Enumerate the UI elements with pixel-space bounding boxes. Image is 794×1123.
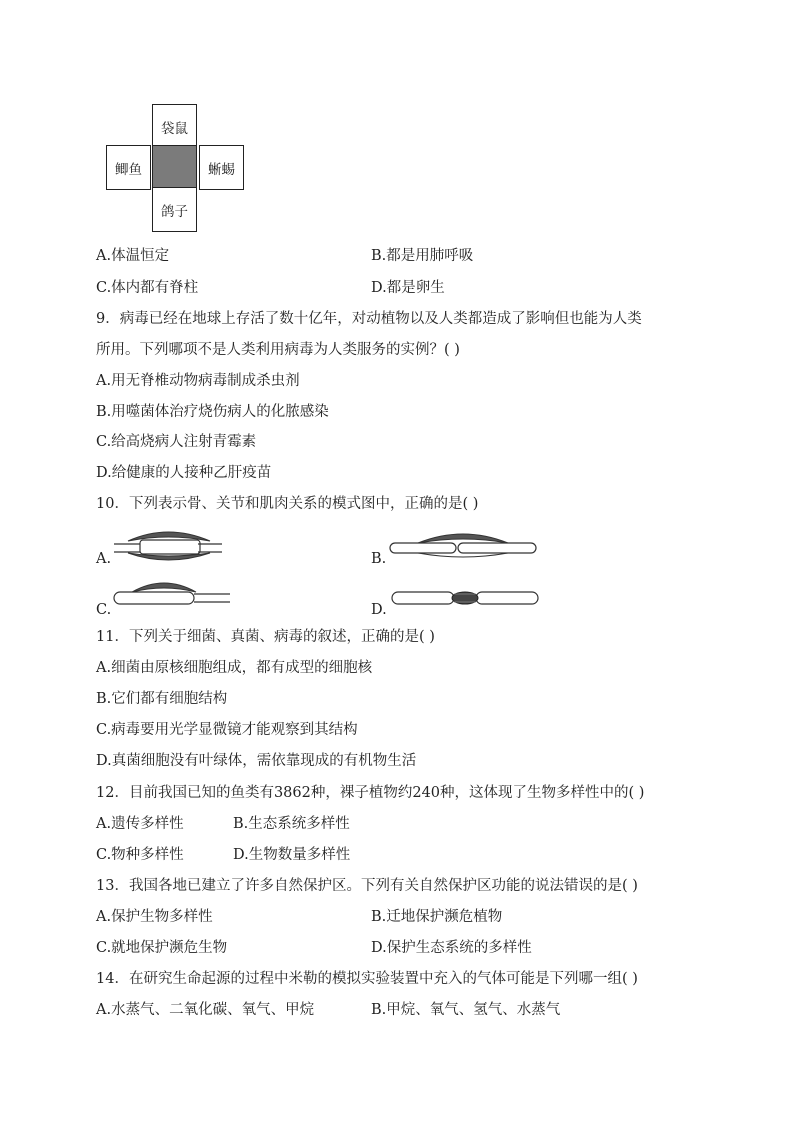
- q10-label-c: C.: [96, 602, 112, 618]
- q9-stem-line1: 9．病毒已经在地球上存活了数十亿年，对动植物以及人类都造成了影响但也能为人类: [96, 311, 642, 327]
- q11-option-d: D.真菌细胞没有叶绿体，需依靠现成的有机物生活: [96, 753, 417, 769]
- cell-left: 鲫鱼: [106, 145, 151, 190]
- q13-stem: 13．我国各地已建立了许多自然保护区。下列有关自然保护区功能的说法错误的是( ): [96, 878, 638, 894]
- q13-option-d: D.保护生态系统的多样性: [371, 940, 532, 956]
- q10-diagram-d: [390, 584, 540, 612]
- q9-option-d: D.给健康的人接种乙肝疫苗: [96, 465, 272, 481]
- q10-diagram-c: [112, 576, 232, 610]
- q8-option-d: D.都是卵生: [371, 280, 445, 296]
- q8-option-b: B.都是用肺呼吸: [371, 248, 474, 264]
- q11-stem: 11．下列关于细菌、真菌、病毒的叙述，正确的是( ): [96, 629, 435, 645]
- cell-top: 袋鼠: [152, 104, 197, 149]
- cell-bottom: 鸽子: [152, 187, 197, 232]
- q12-option-b: B.生态系统多样性: [233, 816, 350, 832]
- q12-option-d: D.生物数量多样性: [233, 847, 351, 863]
- q11-option-b: B.它们都有细胞结构: [96, 691, 228, 707]
- q14-stem: 14．在研究生命起源的过程中米勒的模拟实验装置中充入的气体可能是下列哪一组( ): [96, 971, 638, 987]
- q12-option-c: C.物种多样性: [96, 847, 184, 863]
- q8-option-a: A.体温恒定: [96, 248, 170, 264]
- q14-option-a: A.水蒸气、二氧化碳、氧气、甲烷: [96, 1002, 315, 1018]
- q10-label-a: A.: [96, 551, 112, 567]
- q10-label-d: D.: [371, 602, 387, 618]
- q10-label-b: B.: [371, 551, 387, 567]
- q9-option-a: A.用无脊椎动物病毒制成杀虫剂: [96, 373, 300, 389]
- q10-stem: 10．下列表示骨、关节和肌肉关系的模式图中，正确的是( ): [96, 496, 479, 512]
- q11-option-c: C.病毒要用光学显微镜才能观察到其结构: [96, 722, 358, 738]
- q12-option-a: A.遗传多样性: [96, 816, 184, 832]
- cell-right: 蜥蜴: [199, 145, 244, 190]
- q9-stem-line2: 所用。下列哪项不是人类利用病毒为人类服务的实例？( ): [96, 342, 460, 358]
- cell-center: [152, 145, 197, 190]
- q11-option-a: A.细菌由原核细胞组成，都有成型的细胞核: [96, 660, 373, 676]
- q14-option-b: B.甲烷、氧气、氢气、水蒸气: [371, 1002, 561, 1018]
- q8-option-c: C.体内都有脊柱: [96, 280, 199, 296]
- q13-option-a: A.保护生物多样性: [96, 909, 213, 925]
- q13-option-c: C.就地保护濒危生物: [96, 940, 228, 956]
- q12-stem: 12．目前我国已知的鱼类有3862种，裸子植物约240种，这体现了生物多样性中的( ): [96, 785, 645, 801]
- q9-option-b: B.用噬菌体治疗烧伤病人的化脓感染: [96, 404, 329, 420]
- q9-option-c: C.给高烧病人注射青霉素: [96, 434, 257, 450]
- q10-diagram-a: [112, 527, 224, 561]
- q10-diagram-b: [388, 527, 538, 561]
- q13-option-b: B.迁地保护濒危植物: [371, 909, 503, 925]
